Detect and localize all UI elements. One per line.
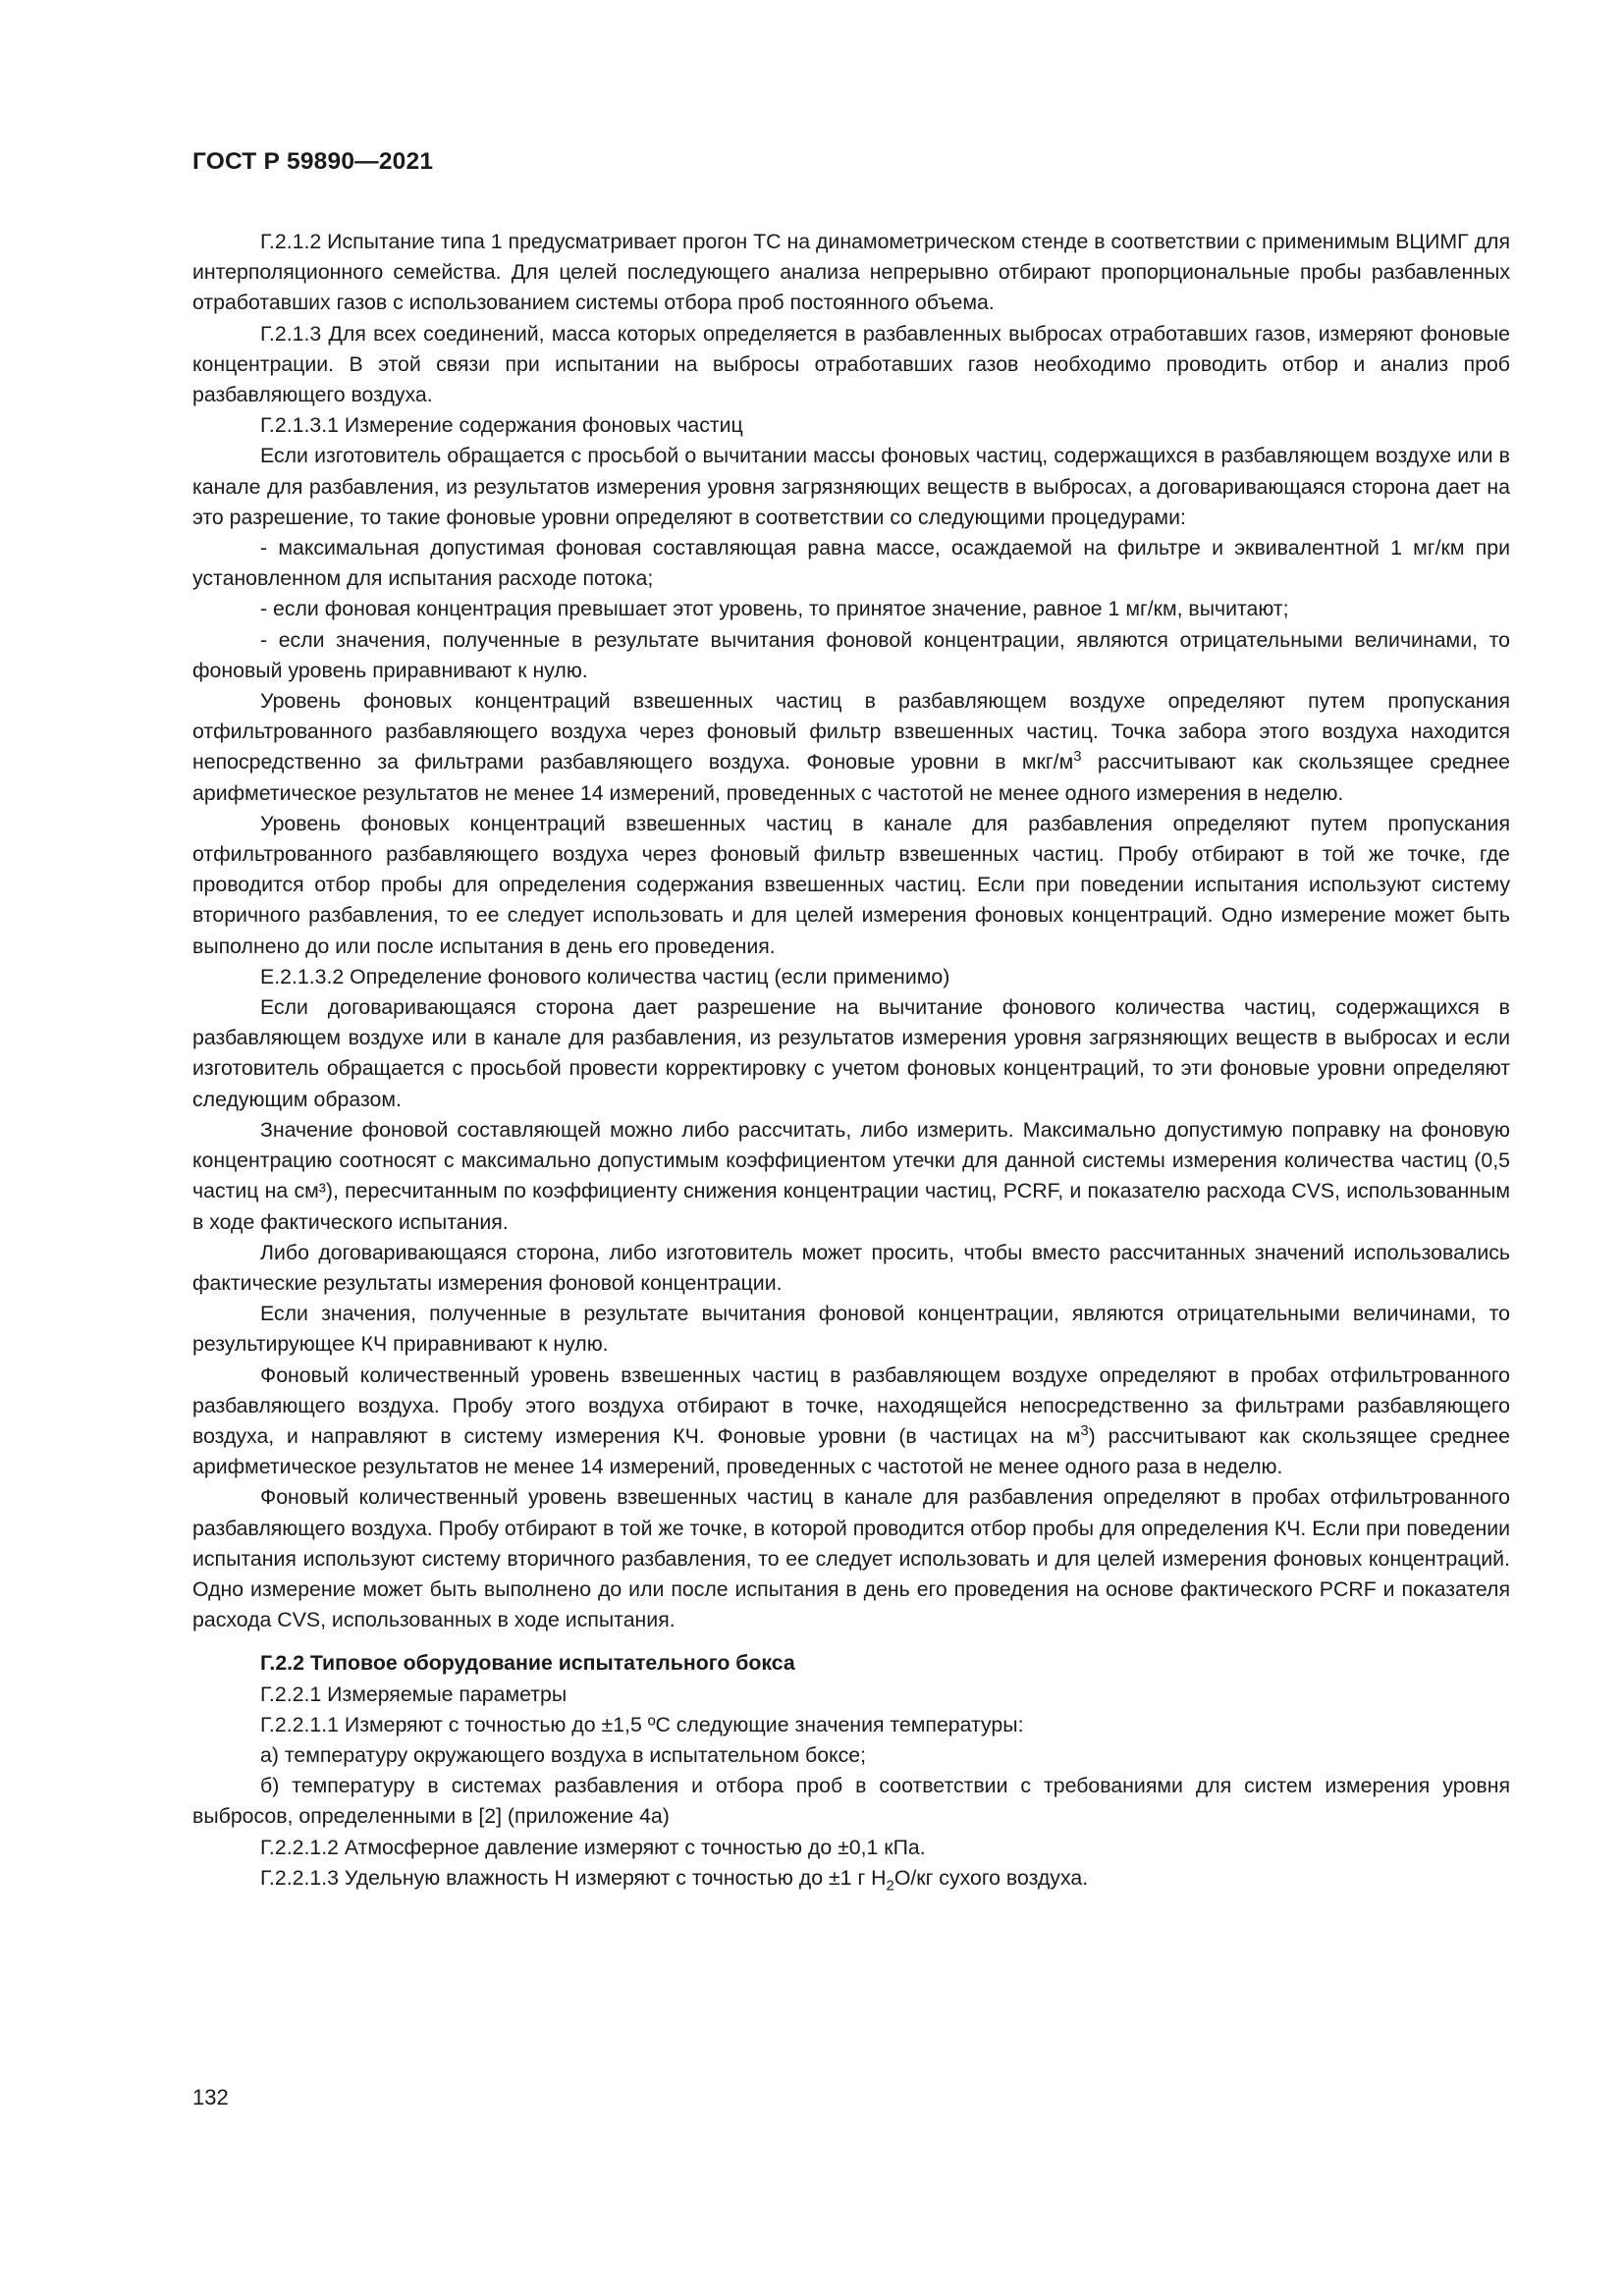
list-item: б) температуру в системах разбавления и отбора проб в соответствии с требованиями для систем измерения уровня выбросов, определенными в [2] (приложение 4а) (192, 1774, 1510, 1829)
paragraph: Г.2.2.1 Измеряемые параметры (260, 1682, 568, 1706)
paragraph (192, 1863, 1510, 1894)
list-item: - максимальная допустимая фоновая составляющая равна массе, осаждаемой на фильтре и эквивалентной 1 мг/км при установленном для испытания расходе потока; (192, 536, 1510, 591)
list-item: - если значения, полученные в результате вычитания фоновой концентрации, являются отрицательными величинами, то фоновый уровень приравнивают к нулю. (192, 627, 1510, 682)
paragraph: Г.2.1.3 Для всех соединений, масса которых определяется в разбавленных выбросах отработавших газов, измеряют фоновые концентрации. В этой связи при испытании на выбросы отработавших газов необходимо проводить отбор и анализ проб разбавляющего воздуха. (192, 321, 1510, 407)
document-body (192, 227, 1510, 1894)
paragraph-text: рассчитывают как скользящее среднее арифметическое результатов не менее 14 измерений, проведенных с частотой не менее одного измерения в неделю. (192, 750, 1510, 805)
paragraph: Г.2.1.3.1 Измерение содержания фоновых частиц (260, 413, 743, 438)
paragraph: Если значения, полученные в результате вычитания фоновой концентрации, являются отрицательными величинами, то результирующее КЧ приравнивают к нулю. (192, 1302, 1510, 1357)
paragraph: Фоновый количественный уровень взвешенных частиц в канале для разбавления определяют в пробах отфильтрованного разбавляющего воздуха. Пробу отбирают в той же точке, в которой проводится отбор пробы для определения КЧ. Если при поведении испытания используют систему вторичного разбавления, то ее следует использовать и для целей измерения фоновых концентраций. Одно измерение может быть выполнено до или после испытания в день его проведения на основе фактического PCRF и показателя расхода CVS, использованных в ходе испытания. (192, 1485, 1510, 1632)
page-number: 132 (192, 2085, 229, 2109)
paragraph: Г.2.1.2 Испытание типа 1 предусматривает прогон ТС на динамометрическом стенде в соответствии с применимым ВЦИМГ для интерполяционного семейства. Для целей последующего анализа непрерывно отбирают пропорциональные пробы разбавленных отработавших газов с использованием системы отбора проб постоянного объема. (192, 230, 1510, 315)
paragraph: Г.2.2.1.1 Измеряют с точностью до ±1,5 ºС следующие значения температуры: (260, 1712, 1024, 1736)
paragraph: Г.2.2.1.2 Атмосферное давление измеряют с точностью до ±0,1 кПа. (260, 1835, 926, 1859)
paragraph: Е.2.1.3.2 Определение фонового количества частиц (если применимо) (260, 964, 950, 988)
paragraph: Значение фоновой составляющей можно либо рассчитать, либо измерить. Максимально допустимую поправку на фоновую концентрацию соотносят с максимально допустимым коэффициентом утечки для данной системы измерения количества частиц (0,5 частиц на см³), пересчитанным по коэффициенту снижения концентрации частиц, PCRF, и показателю расхода CVS, использованным в ходе фактического испытания. (192, 1117, 1510, 1234)
paragraph-text: Фоновый количественный уровень взвешенных частиц в разбавляющем воздухе определяют в пробах отфильтрованного разбавляющего воздуха. Пробу этого воздуха отбирают в точке, находящейся непосредственно за фильтрами разбавляющего воздуха, и направляют в систему измерения КЧ. Фоновые уровни (в частицах на м (192, 1362, 1510, 1448)
subscript: 2 (886, 1878, 894, 1895)
paragraph: Если договаривающаяся сторона дает разрешение на вычитание фонового количества частиц, содержащихся в разбавляющем воздухе или в канале для разбавления, из результатов измерения уровня загрязняющих веществ в выбросах и если изготовитель обращается с просьбой провести корректировку с учетом фоновых концентраций, то эти фоновые уровни определяют следующим образом. (192, 995, 1510, 1111)
paragraph: Либо договаривающаяся сторона, либо изготовитель может просить, чтобы вместо рассчитанных значений использовались фактические результаты измерения фоновой концентрации. (192, 1240, 1510, 1295)
paragraph: Уровень фоновых концентраций взвешенных частиц в канале для разбавления определяют путем пропускания отфильтрованного разбавляющего воздуха через фоновый фильтр взвешенных частиц. Пробу отбирают в той же точке, где проводится отбор пробы для определения содержания взвешенных частиц. Если при поведении испытания используют систему вторичного разбавления, то ее следует использовать и для целей измерения фоновых концентраций. Одно измерение может быть выполнено до или после испытания в день его проведения. (192, 811, 1510, 958)
paragraph (192, 1361, 1510, 1483)
list-item: - если фоновая концентрация превышает этот уровень, то принятое значение, равное 1 мг/км, вычитают; (260, 597, 1289, 621)
list-item: а) температуру окружающего воздуха в испытательном боксе; (260, 1742, 867, 1767)
document-header: ГОСТ Р 59890—2021 (192, 148, 434, 175)
superscript: 3 (1073, 749, 1082, 766)
paragraph-text: О/кг сухого воздуха. (893, 1865, 1089, 1890)
paragraph (192, 686, 1510, 809)
paragraph-text: ) рассчитывают как скользящее среднее арифметическое результатов не менее 14 измерений, проведенных с частотой не менее одного раза в неделю. (192, 1423, 1510, 1479)
superscript: 3 (1080, 1422, 1089, 1439)
section-heading: Г.2.2 Типовое оборудование испытательного бокса (260, 1651, 795, 1676)
paragraph-text: Уровень фоновых концентраций взвешенных частиц в разбавляющем воздухе определяют путем пропускания отфильтрованного разбавляющего воздуха через фоновый фильтр взвешенных частиц. Точка забора этого воздуха находится непосредственно за фильтрами разбавляющего воздуха. Фоновые уровни в мкг/м (192, 689, 1510, 774)
paragraph-text: Г.2.2.1.3 Удельную влажность Н измеряют с точностью до ±1 г Н (260, 1865, 887, 1890)
paragraph: Если изготовитель обращается с просьбой о вычитании массы фоновых частиц, содержащихся в разбавляющем воздухе или в канале для разбавления, из результатов измерения уровня загрязняющих веществ в выбросах, а договаривающаяся сторона дает на это разрешение, то такие фоновые уровни определяют в соответствии со следующими процедурами: (192, 444, 1510, 529)
